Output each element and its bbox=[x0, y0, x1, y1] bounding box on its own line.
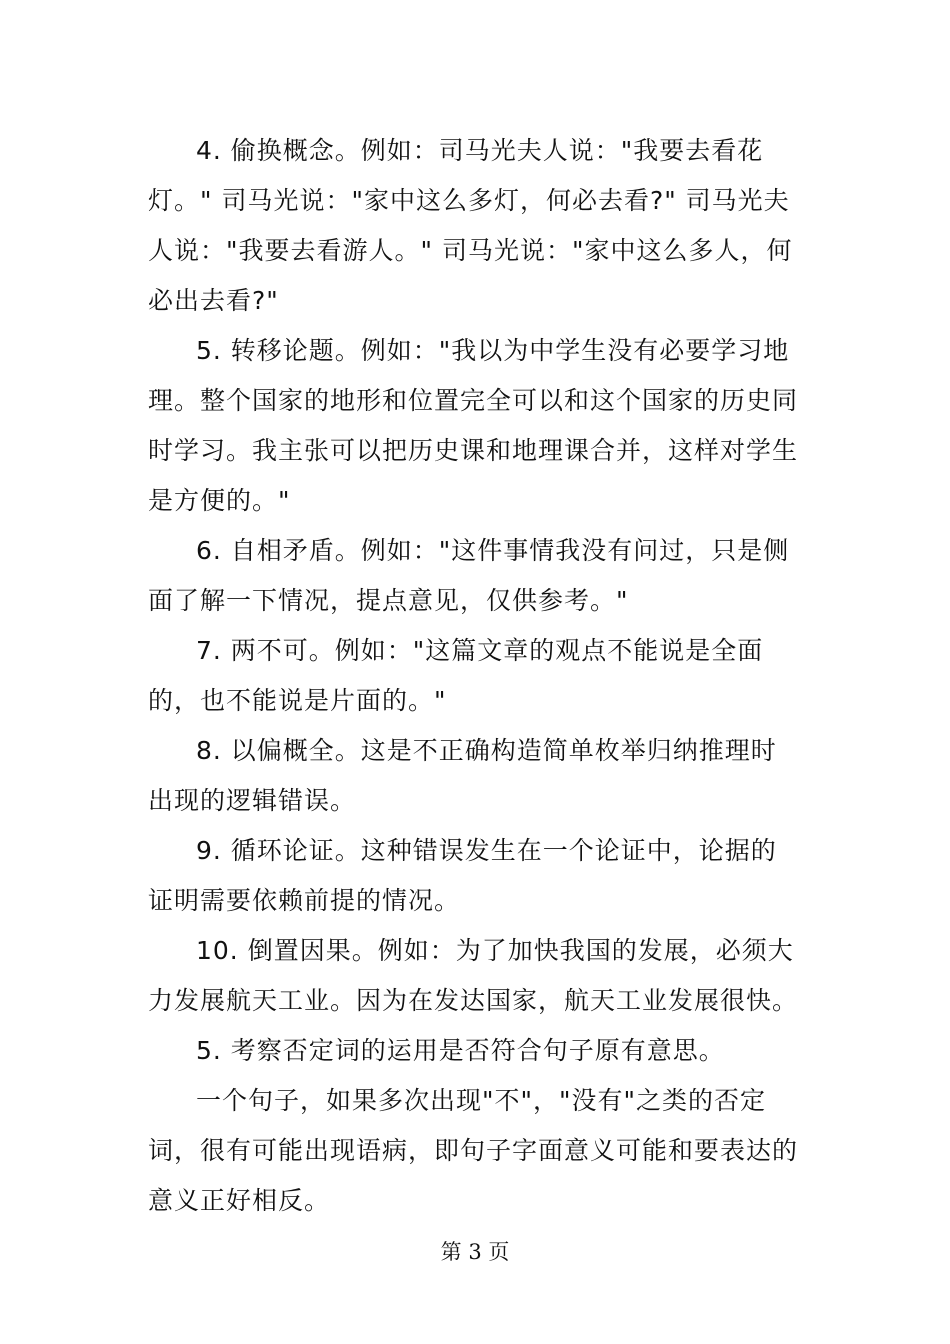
paragraph-negation-heading: 5. 考察否定词的运用是否符合句子原有意思。 bbox=[196, 1036, 725, 1065]
paragraph-hasty-generalization: 8. 以偏概全。这是不正确构造简单枚举归纳推理时出现的逻辑错误。 bbox=[148, 736, 777, 815]
paragraph-stealing-concept: 4. 偷换概念。例如：司马光夫人说："我要去看花灯。" 司马光说："家中这么多灯，何必去看?" 司马光夫人说："我要去看游人。" 司马光说："家中这么多人，何必出去看?" bbox=[148, 136, 793, 315]
page-number: 第 3 页 bbox=[440, 1240, 510, 1264]
paragraph-two-impossibles: 7. 两不可。例如："这篇文章的观点不能说是全面的，也不能说是片面的。" bbox=[148, 636, 764, 715]
paragraph-circular-argument: 9. 循环论证。这种错误发生在一个论证中，论据的证明需要依赖前提的情况。 bbox=[148, 836, 777, 915]
paragraph-self-contradiction: 6. 自相矛盾。例如："这件事情我没有问过，只是侧面了解一下情况，提点意见，仅供参考。" bbox=[148, 536, 790, 615]
paragraph-negation-explanation: 一个句子，如果多次出现"不"，"没有"之类的否定词，很有可能出现语病，即句子字面意义可能和要表达的意义正好相反。 bbox=[148, 1086, 799, 1215]
paragraph-reversed-causality: 10. 倒置因果。例如：为了加快我国的发展，必须大力发展航天工业。因为在发达国家，航天工业发展很快。 bbox=[148, 936, 799, 1015]
document-body bbox=[148, 126, 798, 1226]
paragraph-shifting-topic: 5. 转移论题。例如："我以为中学生没有必要学习地理。整个国家的地形和位置完全可以和这个国家的历史同时学习。我主张可以把历史课和地理课合并，这样对学生是方便的。" bbox=[148, 336, 799, 515]
